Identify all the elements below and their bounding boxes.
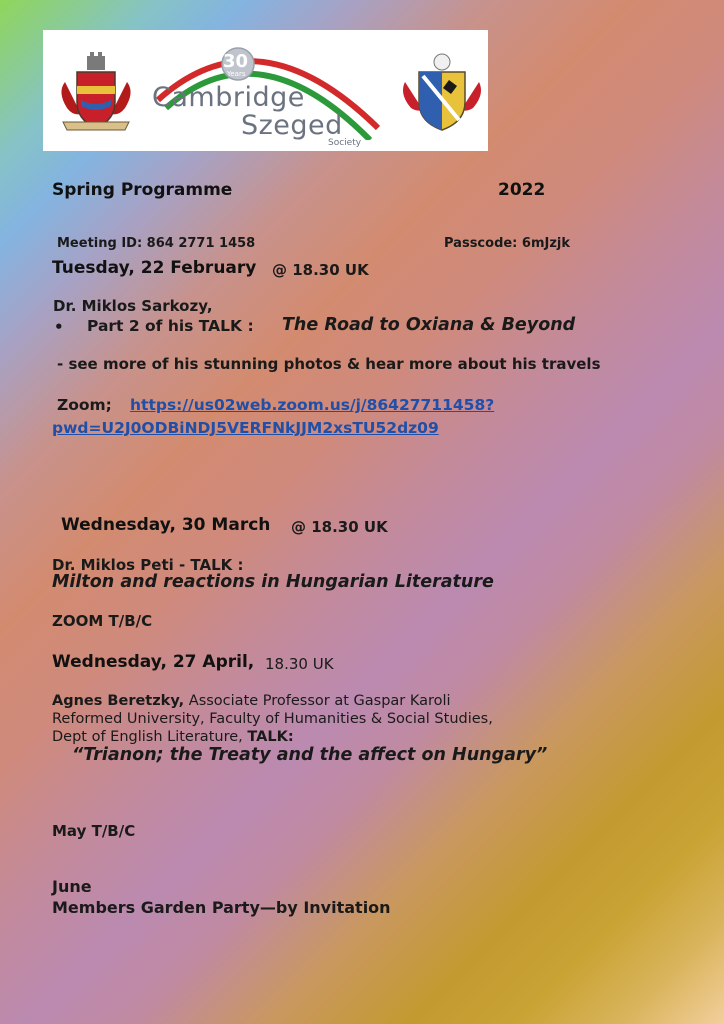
meeting-id: Meeting ID: 864 2771 1458	[57, 236, 256, 251]
event2-date: Wednesday, 30 March	[61, 515, 271, 535]
event3-talk-title: “Trianon; the Treaty and the affect on Hungary”	[72, 745, 548, 765]
logo-society-text: Society	[328, 138, 362, 148]
event1-talk-title: The Road to Oxiana & Beyond	[282, 315, 576, 335]
event2-time: @ 18.30 UK	[291, 518, 388, 536]
event1-date: Tuesday, 22 February	[52, 258, 257, 278]
event1-talk-prefix: Part 2 of his TALK :	[87, 317, 254, 335]
event1-time: @ 18.30 UK	[272, 261, 369, 279]
event1-note: - see more of his stunning photos & hear more about his travels	[57, 355, 601, 373]
years-label: Years	[227, 70, 246, 78]
event1-speaker: Dr. Miklos Sarkozy,	[53, 297, 213, 315]
event2-zoom: ZOOM T/B/C	[52, 612, 153, 630]
event3-speaker-line3: Dept of English Literature,	[52, 729, 243, 745]
event3-time: 18.30 UK	[265, 655, 334, 673]
szeged-crest-icon	[401, 52, 483, 136]
event1-zoom-label: Zoom;	[57, 396, 112, 414]
event3-date: Wednesday, 27 April,	[52, 652, 255, 672]
june-title: June	[52, 877, 92, 896]
cambridge-crest-icon	[57, 52, 135, 136]
event3-talk-label: TALK:	[247, 729, 294, 745]
logo-szeged-text: Szeged	[241, 110, 343, 141]
event2-talk-title: Milton and reactions in Hungarian Literature	[52, 572, 494, 592]
event1-zoom-link-line2[interactable]: pwd=U2J0ODBiNDJ5VERFNkJJM2xsTU52dz09	[52, 419, 439, 437]
logo-cambridge-text: Cambridge	[152, 82, 305, 113]
meeting-passcode: Passcode: 6mJzjk	[444, 236, 571, 251]
event2-speaker: Dr. Miklos Peti - TALK :	[52, 556, 244, 574]
event3-speaker-line2: Reformed University, Faculty of Humanities & Social Studies,	[52, 711, 493, 727]
society-logo-banner	[43, 30, 488, 151]
programme-year: 2022	[498, 180, 546, 200]
june-detail: Members Garden Party—by Invitation	[52, 898, 391, 917]
event3-speaker-line1: Associate Professor at Gaspar Karoli	[188, 693, 451, 709]
may-entry: May T/B/C	[52, 822, 136, 840]
years-number: 30	[223, 51, 249, 72]
event1-zoom-link-line1[interactable]: https://us02web.zoom.us/j/86427711458?	[130, 396, 495, 414]
programme-title: Spring Programme	[52, 180, 233, 200]
event3-speaker	[52, 692, 493, 746]
bullet-icon: •	[54, 318, 64, 336]
event3-speaker-name: Agnes Beretzky,	[52, 693, 185, 709]
